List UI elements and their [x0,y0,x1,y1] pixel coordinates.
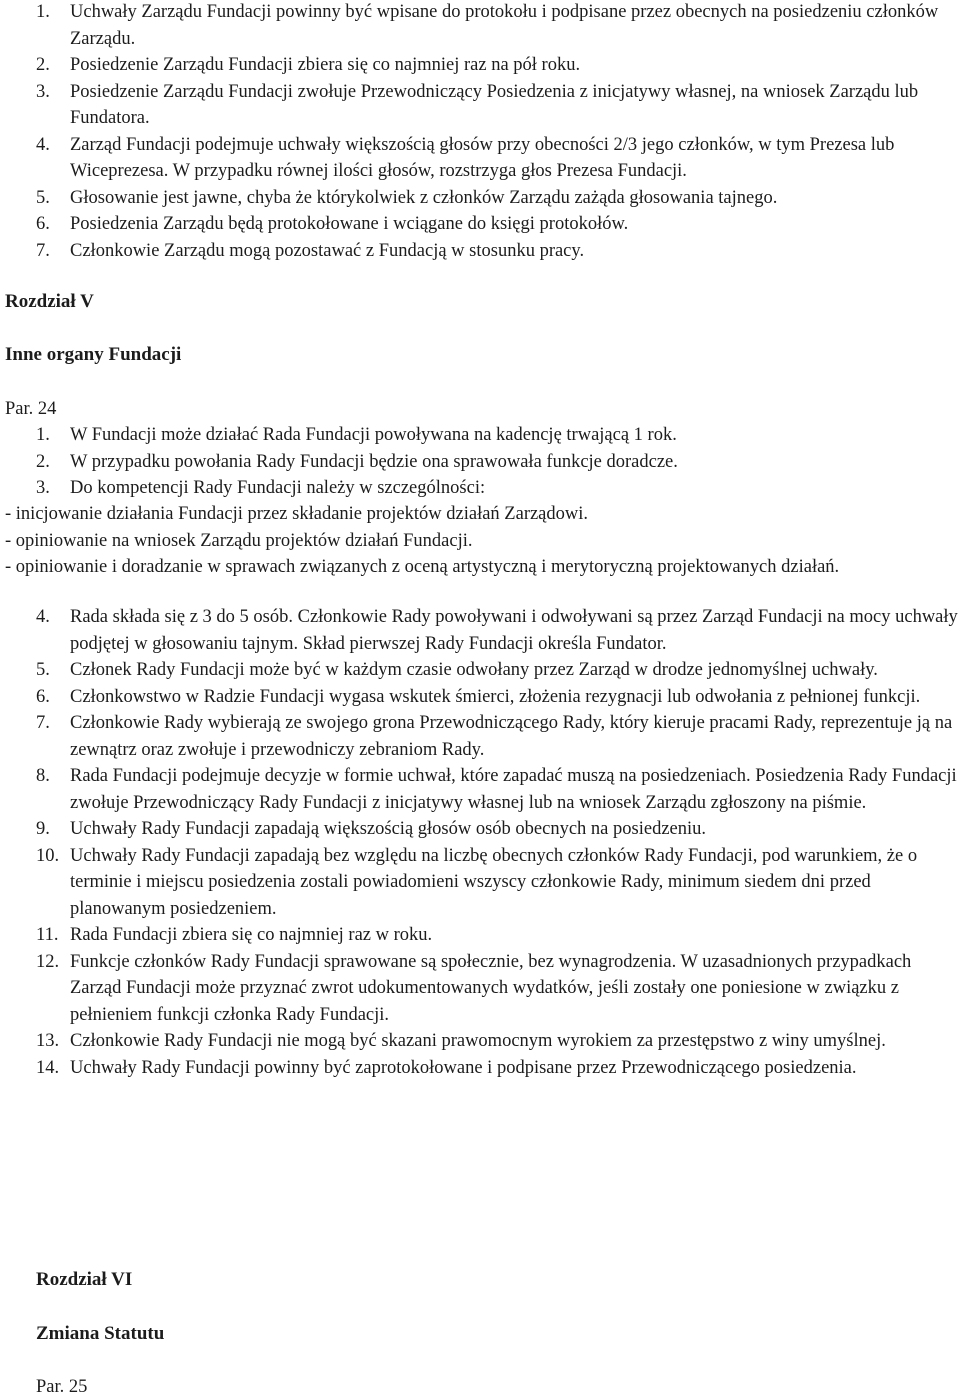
list-item [36,52,960,79]
list-item [36,475,960,502]
item-number: 6. [36,214,50,234]
item-text: Członkowie Rady Fundacji nie mogą być skazani prawomocnym wyrokiem za przestępstwo z winy umyślnej. [70,1031,886,1051]
item-text: Uchwały Rady Fundacji zapadają bez względu na liczbę obecnych członków Rady Fundacji, pod warunkiem, że o terminie i miejscu posiedzenia zostali powiadomieni wszyscy członkowie Rady, minimum siedem dni przed planowanym posiedzeniem. [70,845,918,919]
item-number: 2. [36,55,50,75]
chapter-subtitle: Inne organy Fundacji [5,344,182,365]
list-item [36,763,960,816]
item-number: 7. [36,713,50,733]
item-text: Posiedzenie Zarządu Fundacji zbiera się co najmniej raz na pół roku. [70,55,581,75]
list-item [36,710,960,763]
item-text: Uchwały Zarządu Fundacji powinny być wpisane do protokołu i podpisane przez obecnych na posiedzeniu członków Zarządu. [70,2,939,49]
item-number: 12. [36,951,60,972]
list-item [36,211,960,238]
list-item [36,1028,960,1055]
list-item [36,604,960,657]
list-item [36,949,960,1029]
item-text: Rada Fundacji podejmuje decyzje w formie uchwał, które zapadać muszą na posiedzeniach. Posiedzenia Rady Fundacji zwołuje Przewodniczący Rady Fundacji z inicjatywy własnej lub na wniosek Zarządu zgłoszony na piśmie. [70,766,957,813]
item-number: 1. [36,2,50,22]
item-number: 5. [36,187,50,208]
competence-line: - opiniowanie i doradzanie w sprawach związanych z oceną artystyczną i merytoryczną projektowanych działań. [5,557,840,577]
item-text: Członek Rady Fundacji może być w każdym czasie odwołany przez Zarząd w drodze jednomyślnej uchwały. [70,660,878,680]
item-text: W Fundacji może działać Rada Fundacji powoływana na kadencję trwającą 1 rok. [70,425,677,445]
list-item [36,684,960,711]
chapter-subtitle: Zmiana Statutu [36,1323,165,1344]
item-number: 4. [36,134,50,155]
council-rules-list-continued [36,604,960,1081]
item-text: Głosowanie jest jawne, chyba że którykolwiek z członków Zarządu zażąda głosowania tajnego. [70,187,778,208]
list-item [36,843,960,923]
item-number: 3. [36,81,50,102]
item-text: W przypadku powołania Rady Fundacji będzie ona sprawowała funkcje doradcze. [70,451,678,472]
chapter-title: Rozdział VI [36,1269,133,1290]
item-number: 7. [36,240,50,261]
list-item [36,0,960,52]
list-item [36,922,960,949]
competence-line: - opiniowanie na wniosek Zarządu projektów działań Fundacji. [5,530,473,551]
item-number: 3. [36,478,50,498]
item-text: Członkowstwo w Radzie Fundacji wygasa wskutek śmierci, złożenia rezygnacji lub odwołania z pełnionej funkcji. [70,686,921,707]
item-number: 6. [36,686,50,707]
list-item [36,816,960,843]
list-item [36,449,960,476]
paragraph-label: Par. 25 [36,1377,88,1397]
list-item [36,238,960,265]
list-item [36,422,960,449]
item-text: Uchwały Rady Fundacji powinny być zaprotokołowane i podpisane przez Przewodniczącego posiedzenia. [70,1057,857,1078]
item-number: 8. [36,766,50,786]
item-number: 10. [36,845,60,866]
item-text: Członkowie Rady wybierają ze swojego grona Przewodniczącego Rady, który kieruje pracami Rady, reprezentuje ją na zewnątrz oraz zwołuje i przewodniczy zebraniom Rady. [70,713,953,760]
list-item [36,185,960,212]
item-number: 13. [36,1031,60,1051]
paragraph-label: Par. 24 [5,399,57,419]
item-text: Do kompetencji Rady Fundacji należy w szczególności: [70,478,486,498]
item-number: 5. [36,660,50,680]
item-text: Rada Fundacji zbiera się co najmniej raz w roku. [70,925,433,945]
board-rules-list [36,0,960,264]
list-item [36,657,960,684]
item-text: Posiedzenie Zarządu Fundacji zwołuje Przewodniczący Posiedzenia z inicjatywy własnej, na wniosek Zarządu lub Fundatora. [70,81,919,128]
council-rules-list [36,422,960,502]
list-item [36,79,960,132]
list-item [36,132,960,185]
item-number: 11. [36,925,59,945]
item-number: 14. [36,1057,60,1078]
item-text: Posiedzenia Zarządu będą protokołowane i wciągane do księgi protokołów. [70,214,629,234]
competence-line: - inicjowanie działania Fundacji przez składanie projektów działań Zarządowi. [5,504,589,524]
item-number: 2. [36,451,50,472]
chapter-title: Rozdział V [5,291,94,312]
item-text: Członkowie Zarządu mogą pozostawać z Fundacją w stosunku pracy. [70,240,585,261]
item-number: 4. [36,607,50,627]
item-text: Zarząd Fundacji podejmuje uchwały większością głosów przy obecności 2/3 jego członków, w tym Prezesa lub Wiceprezesa. W przypadku równej ilości głosów, rozstrzyga głos Prezesa Fundacji. [70,134,895,181]
item-text: Uchwały Rady Fundacji zapadają większością głosów osób obecnych na posiedzeniu. [70,819,707,839]
item-text: Rada składa się z 3 do 5 osób. Członkowie Rady powoływani i odwoływani są przez Zarząd Fundacji na mocy uchwały podjętej w głosowaniu tajnym. Skład pierwszej Rady Fundacji określa Fundator. [70,607,958,654]
item-text: Funkcje członków Rady Fundacji sprawowane są społecznie, bez wynagrodzenia. W uzasadnionych przypadkach Zarząd Fundacji może przyznać zwrot udokumentowanych wydatków, jeśli zostały one poniesione w związku z pełnieniem funkcji członka Rady Fundacji. [70,951,912,1025]
list-item [36,1055,960,1082]
item-number: 9. [36,819,50,839]
competences-list [5,501,960,581]
item-number: 1. [36,425,50,445]
